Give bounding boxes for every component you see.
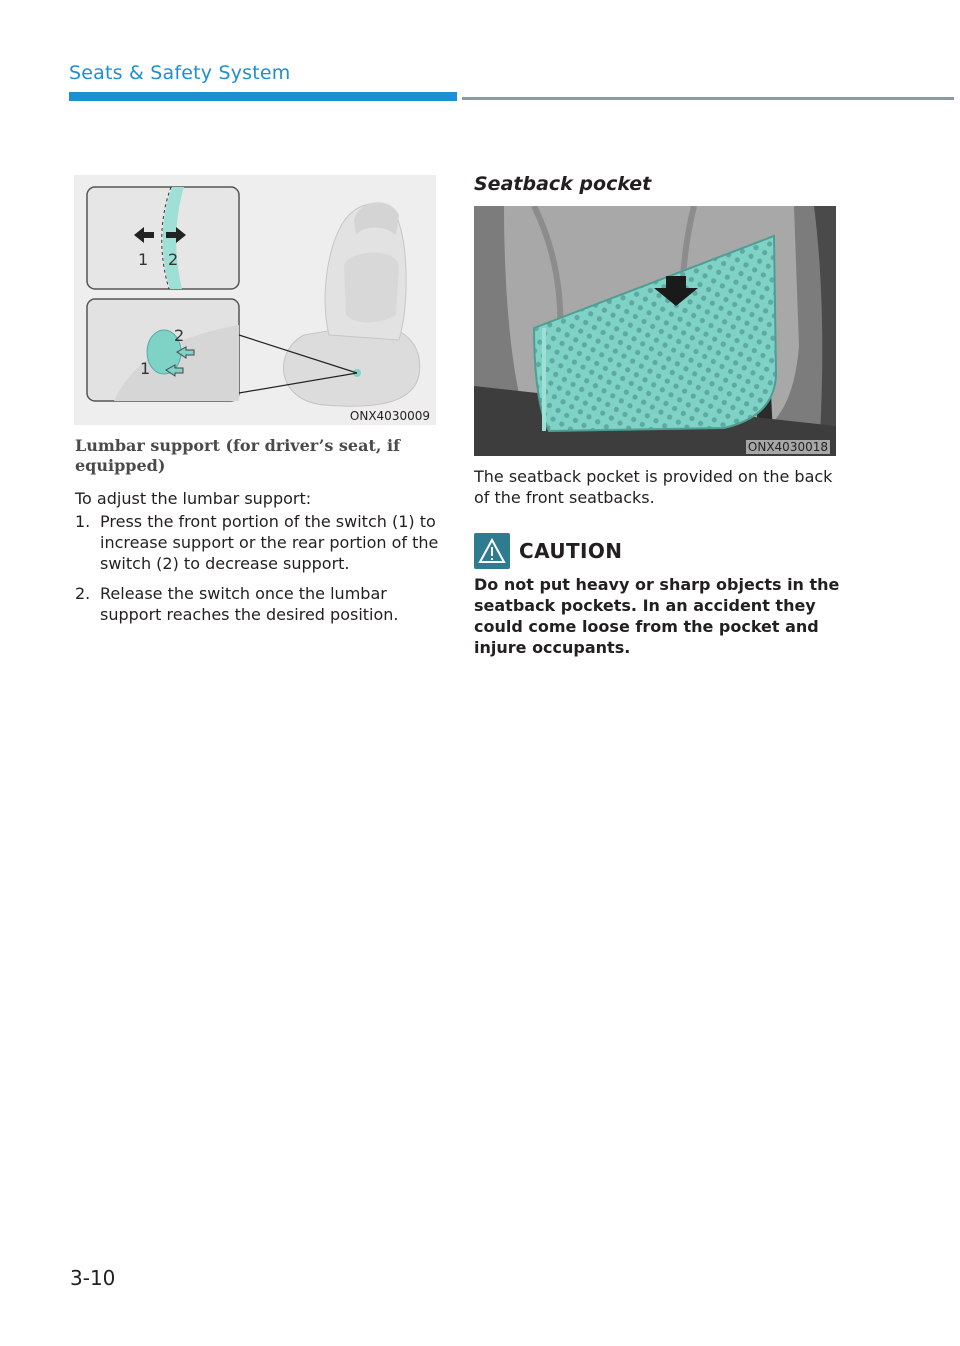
section-title: Seatback pocket (474, 173, 652, 195)
header-rule-gray (462, 97, 954, 100)
figure-code: ONX4030009 (349, 409, 430, 423)
page-number: 3-10 (70, 1266, 116, 1290)
warning-triangle-icon (474, 533, 510, 569)
lumbar-support-figure (74, 175, 436, 425)
step-text: Press the front portion of the switch (1) to increase support or the rear portion of the switch (2) to decrease support. (100, 512, 439, 573)
callout-2: 2 (168, 250, 179, 269)
caution-box (474, 533, 844, 658)
lumbar-steps (75, 511, 445, 634)
lumbar-inset-top (87, 187, 239, 289)
list-item (75, 583, 445, 625)
header-rule-blue (69, 92, 457, 101)
figure-code: ONX4030018 (747, 440, 828, 454)
pocket-description: The seatback pocket is provided on the back of the front seatbacks. (474, 467, 833, 507)
lumbar-heading: Lumbar support (for driver’s seat, if equipped) (75, 436, 400, 475)
step-number: 1. (75, 512, 91, 531)
caution-header (474, 533, 844, 569)
callout-1: 1 (138, 250, 149, 269)
step-number: 2. (75, 584, 91, 603)
step-text: Release the switch once the lumbar support reaches the desired position. (100, 584, 399, 624)
list-item (75, 511, 445, 574)
lumbar-intro: To adjust the lumbar support: (75, 489, 312, 508)
caution-text: Do not put heavy or sharp objects in the seatback pockets. In an accident they could come loose from the pocket and injure occupants. (474, 575, 840, 657)
caution-title: CAUTION (519, 539, 623, 563)
callout-2-inset: 2 (174, 326, 185, 345)
section-header: Seats & Safety System (69, 62, 291, 84)
callout-1-inset: 1 (140, 359, 151, 378)
seatback-pocket-figure (474, 206, 836, 456)
